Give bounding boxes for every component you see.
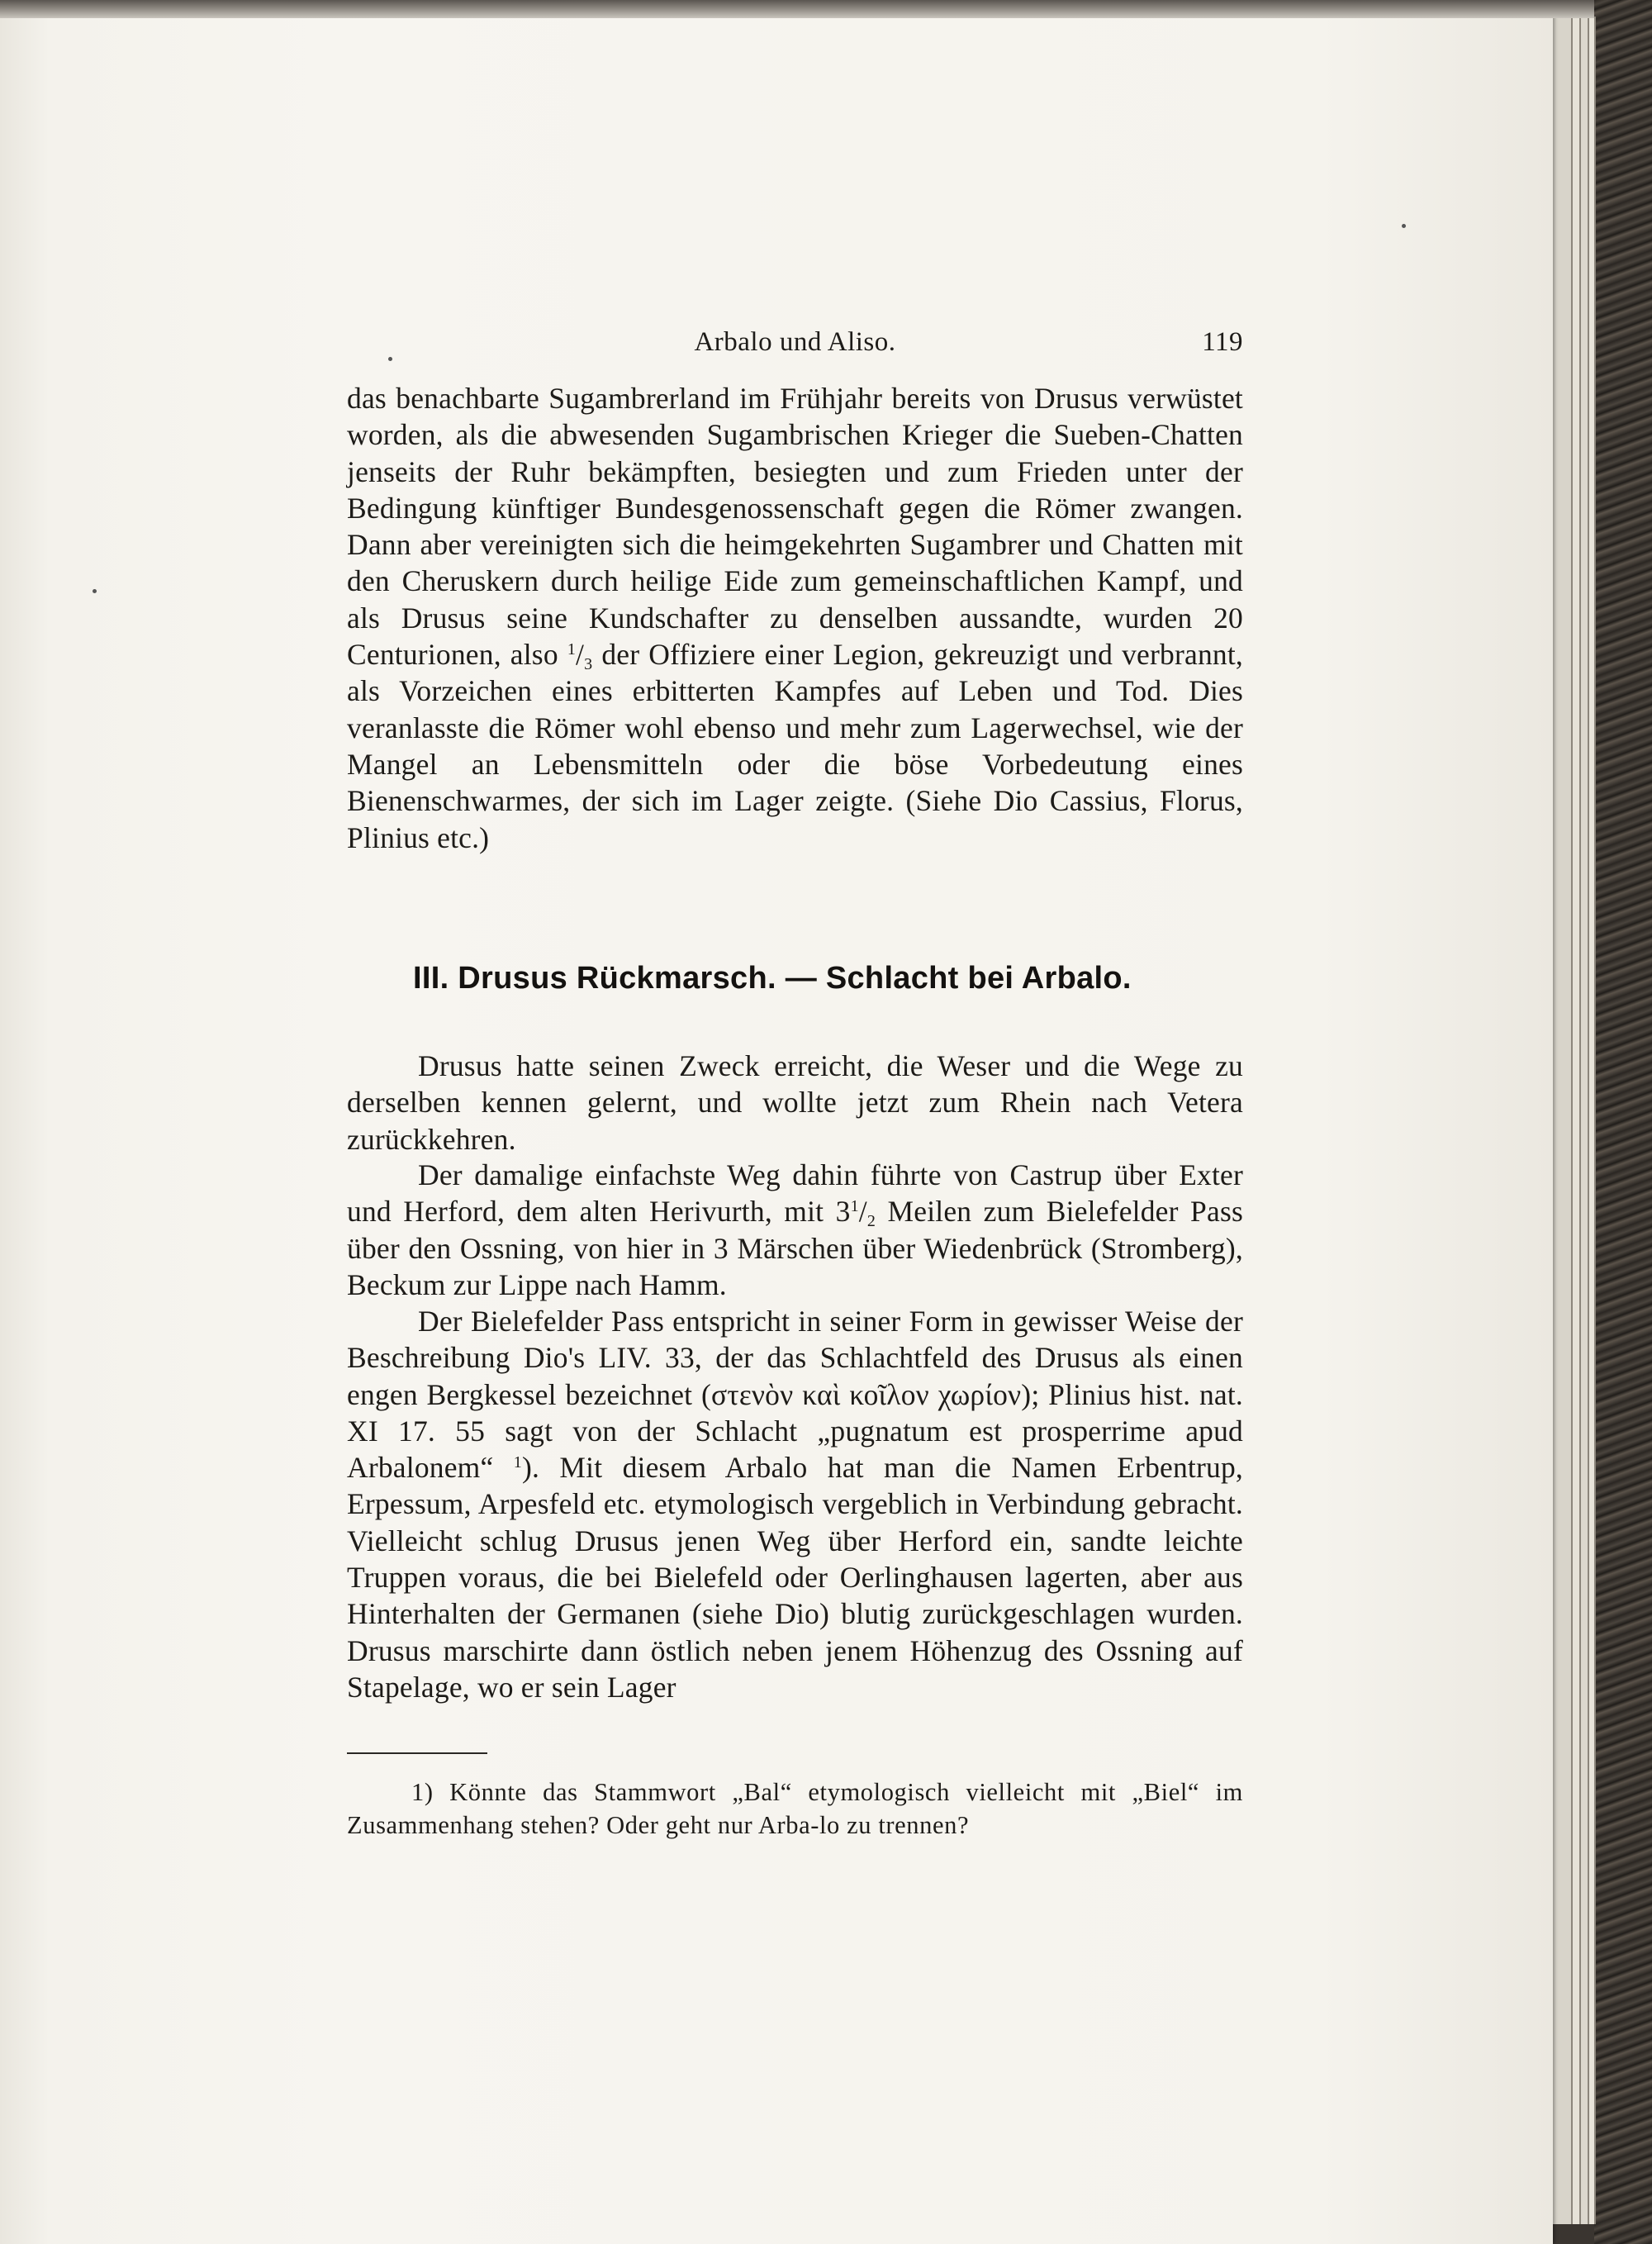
footnote: 1) Könnte das Stammwort „Bal“ etymologisch vielleicht mit „Biel“ im Zusammenhang stehen? Oder geht nur Arba-lo zu trennen? <box>347 1778 1243 1839</box>
paragraph <box>347 1157 1243 1303</box>
running-header <box>347 327 1243 368</box>
paragraph-text: ). Mit diesem Arbalo hat man die Namen Erbentrup, Erpessum, Arpesfeld etc. etymologisch vergeblich in Verbindung gebracht. Vielleicht schlug Drusus jenen Weg über Herford ein, sandte leichte Truppen voraus, die bei Bielefeld oder Oerlinghausen lagerten, aber aus Hinterhalten der Germanen (siehe Dio) blutig zurückgeschlagen wurden. Drusus marschirte dann östlich neben jenem Höhenzug des Ossning auf Stapelage, wo er sein Lager <box>347 1451 1243 1704</box>
section-heading: III. Drusus Rückmarsch. — Schlacht bei Arbalo. <box>413 961 1132 996</box>
fraction-numerator: 1 <box>567 640 577 659</box>
fraction: $^1/_3$ <box>567 638 593 674</box>
paragraph-text: Der damalige einfachste Weg dahin führte von Castrup über Exter und Herford, dem alten Herivurth, mit 3 <box>347 1158 1243 1229</box>
book-binding <box>1594 0 1652 2244</box>
paragraph <box>347 380 1243 856</box>
paragraph <box>347 1303 1243 1705</box>
paragraph: Drusus hatte seinen Zweck erreicht, die Weser und die Wege zu derselben kennen gelernt, und wollte jetzt zum Rhein nach Vetera zurückkehren. <box>347 1049 1243 1156</box>
paragraph-text: Meilen zum Bielefelder Pass über den Ossning, von hier in 3 Märschen über Wiedenbrück (Stromberg), Beckum zur Lippe nach Hamm. <box>347 1195 1243 1301</box>
page-number: 119 <box>1202 327 1243 357</box>
print-speck <box>93 589 97 593</box>
print-speck <box>1402 224 1406 228</box>
page-edge <box>1553 17 1573 2224</box>
page-top-edge <box>0 0 1594 18</box>
fraction-denominator: 2 <box>866 1212 876 1231</box>
fraction-numerator: 1 <box>850 1197 859 1216</box>
fraction: $^1/_2$ <box>850 1195 876 1231</box>
running-title: Arbalo und Aliso. <box>694 327 896 357</box>
paragraph-text: das benachbarte Sugambrerland im Frühjahr bereits von Drusus verwüstet worden, als die abwesenden Sugambrischen Krieger die Sueben-Chatten jenseits der Ruhr bekämpften, besiegten und zum Frieden unter der Bedingung künftiger Bundesgenossenschaft gegen die Römer zwangen. Dann aber vereinigten sich die heimgekehrten Sugambrer und Chatten mit den Cheruskern durch heilige Eide zum gemeinschaftlichen Kampf, und als Drusus seine Kundschafter zu denselben aussandte, wurden 20 Centurionen, also <box>347 382 1243 672</box>
footnote-reference: 1 <box>513 1453 522 1472</box>
paragraph-text: Der Bielefelder Pass entspricht in seiner Form in gewisser Weise der Beschreibung Dio's LIV. 33, der das Schlachtfeld des Drusus als einen engen Bergkessel bezeichnet (στενὸν καὶ κοῖλον χωρίον); Plinius hist. nat. XI 17. 55 sagt von der Schlacht „pugnatum est prosperrime apud Arbalonem“ <box>347 1305 1243 1485</box>
fraction-denominator: 3 <box>584 655 593 674</box>
paragraph-text: der Offiziere einer Legion, gekreuzigt und verbrannt, als Vorzeichen eines erbitterten Kampfes auf Leben und Tod. Dies veranlasste die Römer wohl ebenso und mehr zum Lagerwechsel, wie der Mangel an Lebensmitteln oder die böse Vorbedeutung eines Bienenschwarmes, der sich im Lager zeigte. (Siehe Dio Cassius, Florus, Plinius etc.) <box>347 638 1244 854</box>
footnote-divider <box>347 1752 487 1754</box>
